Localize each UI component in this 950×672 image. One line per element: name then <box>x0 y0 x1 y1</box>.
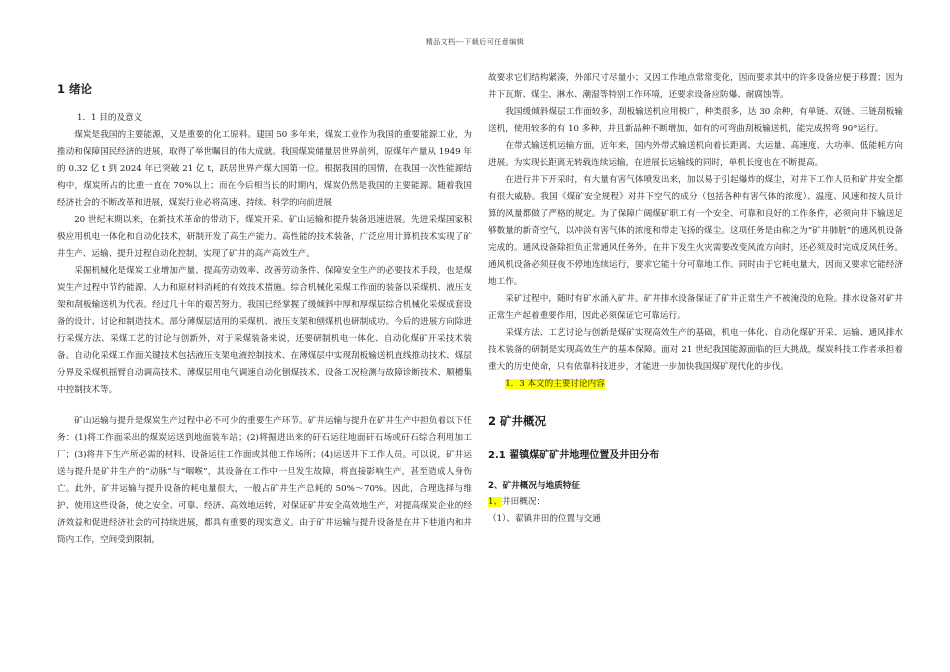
list-item-text: 井田概况： <box>502 497 546 507</box>
section-1-1-title: 1．1 目的及意义 <box>77 113 143 123</box>
paragraph: 煤炭是我国的主要能源，又是重要的化工原料。建国 50 多年来，煤炭工业作为我国的重要能源工业，为推动和保障国民经济的进展，取得了举世瞩目的伟大成就。我国煤炭储量居世界前列，原煤年产量从 1949 年的 0.32 亿 t 到 2024 年已突破 21 亿 t，跃居世界产煤大国第一位。根据我国的国情，在我国一次性能源结构中，煤炭所占的比重一直在 70%以上；而在今后相当长的时期内，煤炭仍然是我国的主要能源。随着我国经济社会的不断改革和进展，煤炭行业必将高速、持续、科学的向前进展 <box>57 130 472 208</box>
left-column <box>57 70 472 549</box>
paragraph: 采煤方法、工艺讨论与创新是煤矿实现高效生产的基础，机电一体化、自动化煤矿开采、运输、通风排水技术装备的研制是实现高效生产的基本保障。面对 21 世纪我国能源面临的巨大挑战，煤炭科技工作者承担着重大的历史使命，只有依靠科技进步，才能进一步加快我国煤矿现代化的步伐。 <box>488 328 903 372</box>
section-2-1-title: 2.1 翟镇煤矿矿井地理位置及井田分布 <box>488 450 660 461</box>
subsection-title: 2、矿井概况与地质特征 <box>488 481 580 491</box>
paragraph: 在进行井下开采时，有大量有害气体喷发出来，加以易于引起爆炸的煤尘，对井下工作人员和矿井安全都有很大威胁。我国《煤矿安全规程》对井下空气的成分（包括各种有害气体的浓度）、温度、风速和按人员计算的风量都做了严格的规定。为了保障广阔煤矿职工有一个安全、可靠和良好的工作条件，必须向井下输送足够数量的新奇空气，以冲淡有害气体的浓度和带走飞扬的煤尘。这项任务是由称之为“矿井肺脏”的通风机设备完成的。通风设备除担负正常通风任务外，在井下发生火灾需要改变风流方向时，还必须及时完成反风任务。通风机设备必须昼夜不停地连续运行，要求它能十分可靠地工作。同时由于它耗电量大，因而又要求它能经济地工作。 <box>488 175 903 287</box>
paragraph: 采矿过程中，随时有矿水涌入矿井。矿井排水设备保证了矿井正常生产不被淹没的危险。排水设备对矿井正常生产起着重要作用，因此必须保证它可靠运行。 <box>488 294 903 321</box>
list-item <box>488 494 903 511</box>
chapter-1-title: 1 绪论 <box>57 82 93 96</box>
chapter-2-title: 2 矿井概况 <box>488 414 547 428</box>
section-1-3-title <box>488 376 903 393</box>
paragraph: 采掘机械化是煤炭工业增加产量、提高劳动效率、改善劳动条件、保障安全生产的必要技术手段，也是煤炭生产过程中节约能源、人力和原材料消耗的有效技术措施。综合机械化采煤工作面的装备以采煤机、液压支架和刮板输送机为代表。经过几十年的艰苦努力，我国已经掌握了缓倾斜中厚和厚煤层综合机械化采煤成套设备的设计、讨论和制造技术。部分薄煤层适用的采煤机、液压支架和刨煤机也研制成功。今后的进展方向除进行采煤方法、采煤工艺的讨论与创新外，对于采煤装备来说，还要研制机电一体化、自动化煤矿开采技术装备。自动化采煤工作面关键技术包括液压支架电液控制技术、在薄煤层中实现刮板输送机直线推动技术、煤层分界及采煤机摇臂自动调高技术、薄煤层用电气调速自动化刨煤技术、设备工况检测与故障诊断技术、顺槽集中控制技术等。 <box>57 266 472 395</box>
right-column <box>488 70 903 528</box>
paragraph: 矿山运输与提升是煤炭生产过程中必不可少的重要生产环节。矿井运输与提升在矿井生产中担负着以下任务：(1)将工作面采出的煤炭运送到地面装车站；(2)将掘进出来的矸石运往地面矸石场或矸石综合利用加工厂；(3)将井下生产所必需的材料、设备运往工作面或其他工作场所；(4)运送井下工作人员。可以说，矿井运送与提升是矿井生产的“动脉”与“咽喉”，其设备在工作中一旦发生故障，将直接影响生产，甚至造成人身伤亡。此外，矿井运输与提升设备的耗电量很大，一般占矿井生产总耗的 50%～70%。因此，合理选择与维护、使用这些设备，使之安全、可靠、经济、高效地运转，对保证矿井安全高效地生产，对提高煤炭企业的经济效益和促进经济社会的可持续进展，都具有重要的现实意义。由于矿井运输与提升设备是在井下巷道内和井筒内工作，空间受到限制， <box>57 416 472 545</box>
page-header: 精品文档---下载后可任意编辑 <box>425 38 525 46</box>
highlighted-text: 1、 <box>488 497 503 507</box>
highlighted-text: 1．3 本文的主要讨论内容 <box>505 379 605 389</box>
paragraph: 我国缓倾斜煤层工作面较多，刮板输送机应用极广，种类很多，达 30 余种，有单链、双链、三链刮板输送机，使用较多的有 10 多种，并且新品种不断增加，如有的可弯曲刮板输送机，能完成拐弯 90°运行。 <box>488 107 903 134</box>
paragraph: 故要求它们结构紧凑，外部尺寸尽量小；又因工作地点常常变化，因而要求其中的许多设备应便于移置；因为井下瓦斯、煤尘、淋水、潮湿等特别工作环境，还要求设备应防爆、耐腐蚀等。 <box>488 73 903 100</box>
paragraph: 在带式输送机运输方面，近年来，国内外带式输送机向着长距离、大运量、高速度、大功率、低能耗方向进展。为实现长距离无转载连续运输，在进展长运输线的同时，单机长度也在不断提高。 <box>488 141 903 168</box>
list-item: （1）、翟镇井田的位置与交通 <box>488 514 601 524</box>
paragraph: 20 世纪末期以来，在新技术革命的带动下，煤炭开采、矿山运输和提升装备迅速进展。先进采煤国家积极应用机电一体化和自动化技术，研制开发了高生产能力、高性能的技术装备，广泛应用计算机技术实现了矿井生产、运输、提升过程自动化控制，实现了矿井的高产高效生产。 <box>57 215 472 259</box>
